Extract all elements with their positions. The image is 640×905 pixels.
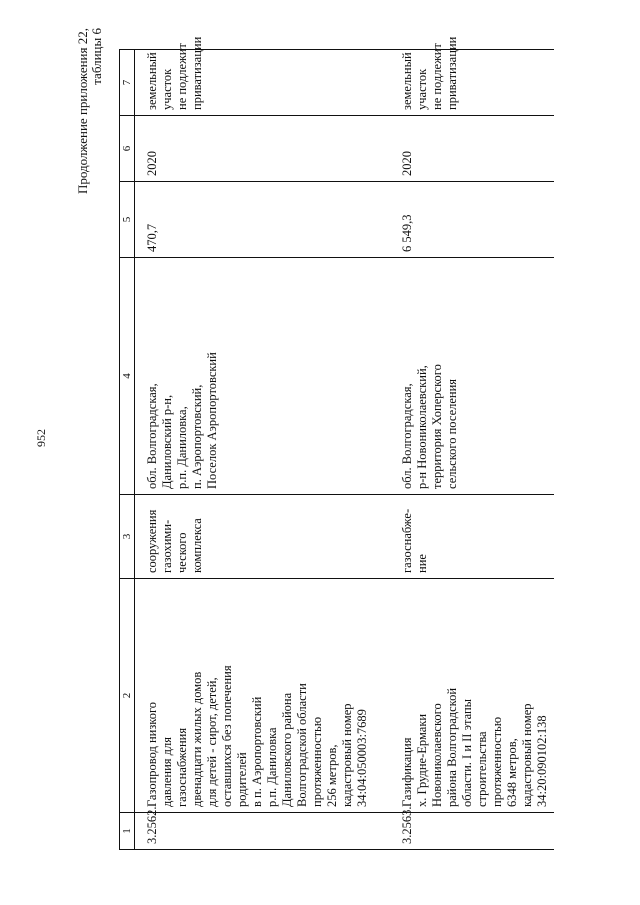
- cell-line: не подлежит: [430, 43, 444, 110]
- cell-line: обл. Волгоградская,: [400, 383, 414, 489]
- cell-line: протяженностью: [310, 716, 324, 807]
- column-header-1: 1: [120, 813, 135, 850]
- object-year: 2020: [135, 116, 391, 182]
- column-number-row: [120, 50, 135, 850]
- cell-line: Газопровод низкого: [145, 701, 159, 807]
- object-name: [390, 579, 554, 813]
- cell-line: района Волгоградской: [445, 687, 459, 807]
- object-purpose: [390, 495, 554, 579]
- cell-line: родителей: [235, 752, 249, 807]
- cell-line: сооружения: [145, 509, 159, 573]
- cell-line: кадастровый номер: [340, 703, 354, 807]
- cell-line: Поселок Аэропортовский: [205, 352, 219, 489]
- cell-line: комплекса: [190, 518, 204, 573]
- cell-line: Новониколаевского: [430, 703, 444, 807]
- cell-line: х. Грудне-Ермаки: [415, 713, 429, 807]
- object-note: [390, 36, 554, 116]
- cell-line: р.п. Даниловка,: [175, 406, 189, 489]
- row-number: 3.2562.: [135, 813, 391, 850]
- column-header-4: 4: [120, 258, 135, 495]
- cell-line: газохими-: [160, 519, 174, 573]
- cell-line: двенадцати жилых домов: [190, 671, 204, 807]
- cell-line: строительства: [475, 731, 489, 807]
- object-name: [135, 579, 391, 813]
- caption-line-2: таблицы 6: [89, 28, 104, 85]
- cell-line: оставшихся без попечения: [220, 665, 234, 807]
- cell-line: газоснабже-: [400, 508, 414, 573]
- cell-line: 34:20:090102:138: [535, 715, 549, 807]
- object-value: 6 549,3: [390, 182, 554, 258]
- cell-line: участок: [160, 68, 174, 110]
- cell-line: приватизации: [445, 36, 459, 110]
- cell-line: обл. Волгоградская,: [145, 383, 159, 489]
- cell-line: территория Хоперского: [430, 364, 444, 489]
- cell-line: Газификация: [400, 737, 414, 807]
- cell-line: протяженностью: [490, 716, 504, 807]
- cell-line: кадастровый номер: [520, 703, 534, 807]
- column-header-2: 2: [120, 579, 135, 813]
- cell-line: давления для: [160, 736, 174, 807]
- cell-line: ческого: [175, 532, 189, 573]
- page-number: 952: [34, 429, 48, 447]
- cell-line: п. Аэропортовский,: [190, 384, 204, 489]
- table-caption: [76, 28, 104, 248]
- caption-line-1: Продолжение приложения 22,: [75, 28, 90, 195]
- column-header-5: 5: [120, 182, 135, 258]
- object-location: [390, 258, 554, 495]
- cell-line: в п. Аэропортовский: [250, 696, 264, 807]
- cell-line: приватизации: [190, 36, 204, 110]
- cell-line: Даниловского района: [280, 692, 294, 807]
- cell-line: 6348 метров,: [505, 738, 519, 807]
- table-row: [135, 50, 391, 850]
- cell-line: Волгоградской области: [295, 683, 309, 807]
- cell-line: для детей - сирот, детей,: [205, 677, 219, 807]
- cell-line: ние: [415, 554, 429, 573]
- cell-line: 34:04:050003:7689: [355, 709, 369, 807]
- column-header-3: 3: [120, 495, 135, 579]
- cell-line: р.п. Даниловка: [265, 727, 279, 807]
- cell-line: р-н Новониколаевский,: [415, 365, 429, 489]
- cell-line: земельный: [400, 52, 414, 110]
- object-value: 470,7: [135, 182, 391, 258]
- cell-line: Даниловский р-н,: [160, 394, 174, 489]
- cell-line: земельный: [145, 52, 159, 110]
- object-purpose: [135, 495, 391, 579]
- object-note: [135, 36, 391, 116]
- cell-line: области. I и II этапы: [460, 698, 474, 807]
- object-location: [135, 258, 391, 495]
- property-table: [119, 36, 554, 850]
- table-row: [390, 50, 554, 850]
- row-number: 3.2563.: [390, 813, 554, 850]
- cell-line: участок: [415, 68, 429, 110]
- cell-line: газоснабжения: [175, 727, 189, 807]
- rotated-table-sheet: [119, 36, 619, 850]
- cell-line: не подлежит: [175, 43, 189, 110]
- cell-line: 256 метров,: [325, 744, 339, 807]
- column-header-7: 7: [120, 50, 135, 116]
- object-year: 2020: [390, 116, 554, 182]
- cell-line: сельского поселения: [445, 378, 459, 489]
- column-header-6: 6: [120, 116, 135, 182]
